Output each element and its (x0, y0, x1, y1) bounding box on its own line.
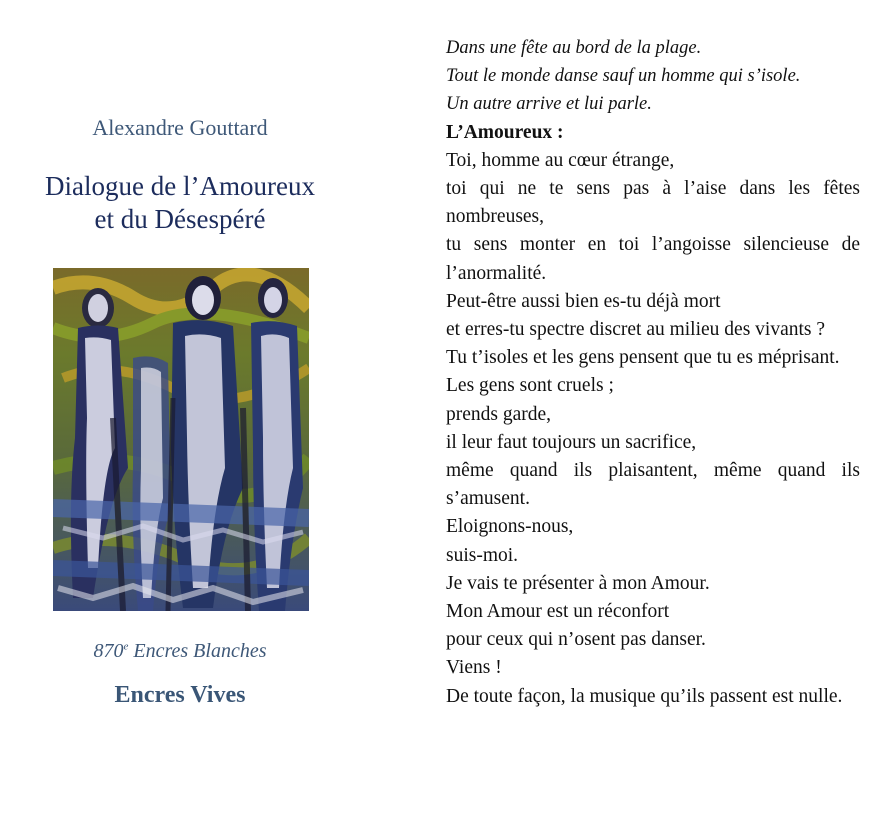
series-label (0, 640, 360, 663)
poem-line: Les gens sont cruels ; (446, 375, 614, 397)
poem-line: Tu t’isoles et les gens pensent que tu es méprisant. (446, 347, 840, 369)
poem-line: Eloignons-nous, (446, 516, 574, 538)
poem-text (446, 34, 860, 711)
series-name: Encres Blanches (133, 640, 267, 662)
stage-direction: Un autre arrive et lui parle. (446, 94, 652, 115)
author-name: Alexandre Gouttard (92, 115, 268, 140)
poem-line: Mon Amour est un réconfort (446, 601, 670, 623)
publisher-name: Encres Vives (114, 682, 246, 708)
stage-direction: Dans une fête au bord de la plage. (446, 38, 702, 58)
poem-line: Viens ! (446, 657, 502, 679)
poem-line: Je vais te présenter à mon Amour. (446, 572, 710, 594)
speaker-name: L’Amoureux : (446, 121, 564, 143)
poem-line: pour ceux qui n’osent pas danser. (446, 629, 706, 651)
poem-line: toi qui ne te sens pas à l’aise dans les fêtes nombreuses, (446, 178, 860, 228)
stage-direction: Tout le monde danse sauf un homme qui s’isole. (446, 66, 801, 87)
poem-line: Toi, homme au cœur étrange, (446, 149, 675, 171)
poem-line: Peut-être aussi bien es-tu déjà mort (446, 290, 721, 312)
book-title-line-1: Dialogue de l’Amoureux (45, 171, 315, 201)
poem-line: et erres-tu spectre discret au milieu des vivants ? (446, 319, 826, 341)
book-cover (0, 0, 380, 818)
series-number: 870 (93, 640, 124, 662)
poem-line: il leur faut toujours un sacrifice, (446, 431, 697, 453)
poem-line: tu sens monter en toi l’angoisse silencieuse de l’anormalité. (446, 234, 860, 284)
series-suffix: e (123, 640, 129, 653)
poem-line: prends garde, (446, 403, 552, 425)
cover-painting (53, 268, 309, 611)
book-title-line-2: et du Désespéré (94, 204, 266, 234)
poem-line: suis-moi. (446, 544, 519, 566)
poem-line: De toute façon, la musique qu’ils passent est nulle. (446, 685, 843, 707)
book-title (0, 170, 360, 236)
poem-line: même quand ils plaisantent, même quand ils s’amusent. (446, 460, 860, 510)
